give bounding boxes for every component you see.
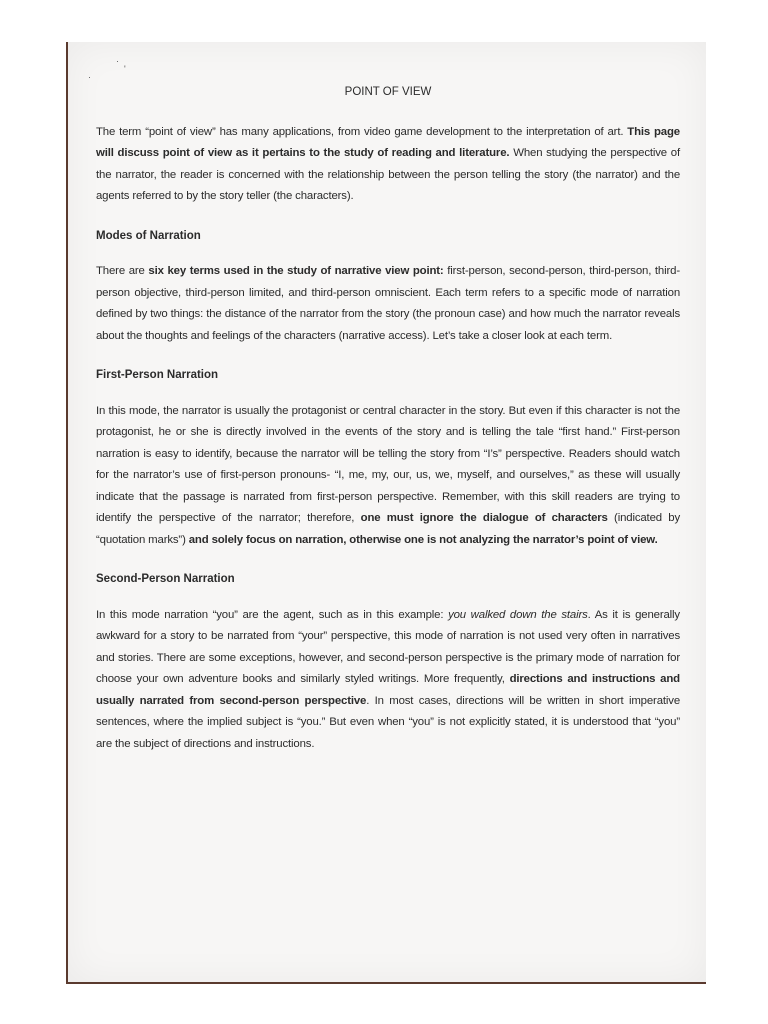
modes-heading: Modes of Narration: [96, 229, 201, 242]
paper-speck: ·: [88, 72, 91, 82]
page-title: POINT OF VIEW: [344, 86, 432, 98]
paper-speck: ': [124, 64, 126, 74]
paper-speck: ·: [116, 56, 119, 66]
document-body: [96, 82, 680, 755]
modes-paragraph: There are six key terms used in the study of narrative view point: first-person, second-person, third-person, third-person objective, third-person limited, and third-person omniscient. Each term refers to a specific mode of narration defined by two things: the distance of the narrator from the story (the pronoun case) and how much the narrator reveals about the thoughts and feelings of the characters (narrative access). Let’s take a closer look at each term.: [96, 265, 680, 342]
first-person-paragraph: In this mode, the narrator is usually the protagonist or central character in the story. But even if this character is not the protagonist, he or she is directly involved in the events of the story and is telling the tale “first hand.” First-person narration is easy to identify, because the narrator will be telling the story from “I’s” perspective. Readers should watch for the narrator’s use of first-person pronouns- “I, me, my, our, us, we, myself, and ourselves,” as these will usually indicate that the passage is narrated from first-person perspective. Remember, with this skill readers are trying to identify the perspective of the narrator; therefore, one must ignore the dialogue of characters (indicated by “quotation marks”) and solely focus on narration, otherwise one is not analyzing the narrator’s point of view.: [96, 404, 680, 546]
second-person-paragraph: In this mode narration “you” are the agent, such as in this example: you walked down the stairs. As it is generally awkward for a story to be narrated from “your” perspective, this mode of narration is not used very often in narratives and stories. There are some exceptions, however, and second-person perspective is the primary mode of narration for choose your own adventure books and similarly styled writings. More frequently, directions and instructions and usually narrated from second-person perspective. In most cases, directions will be written in short imperative sentences, where the implied subject is “you.” But even when “you” is not explicitly stated, it is understood that “you” are the subject of directions and instructions.: [96, 608, 681, 750]
intro-paragraph: The term “point of view” has many applications, from video game development to the interpretation of art. This page will discuss point of view as it pertains to the study of reading and literature. When studying the perspective of the narrator, the reader is concerned with the relationship between the person telling the story (the narrator) and the agents referred to by the story teller (the characters).: [96, 125, 680, 202]
document-page: [66, 42, 706, 984]
second-person-heading: Second-Person Narration: [96, 573, 235, 585]
first-person-heading: First-Person Narration: [96, 369, 219, 381]
